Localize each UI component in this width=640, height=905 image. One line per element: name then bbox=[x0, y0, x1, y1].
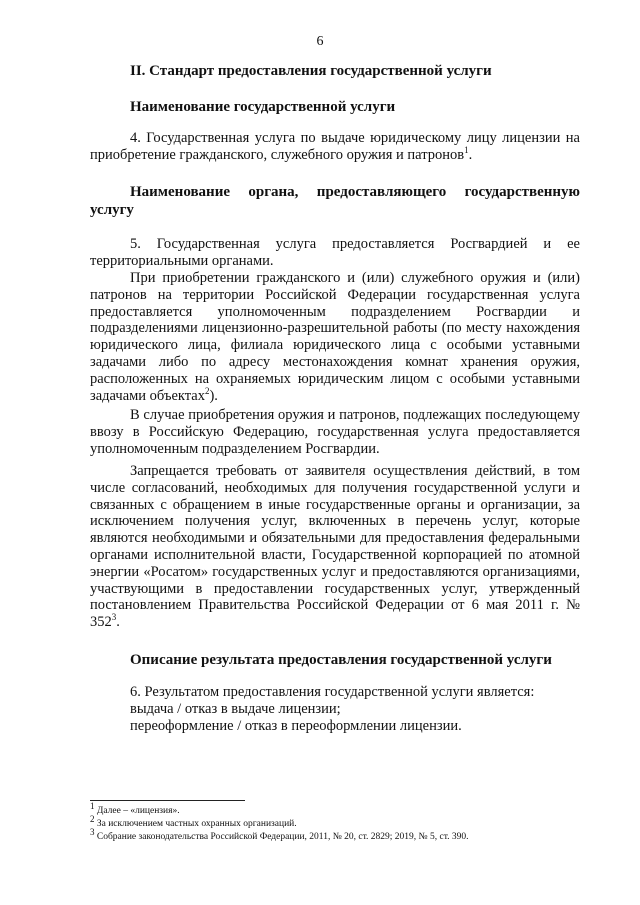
paragraph-5d: Запрещается требовать от заявителя осуществления действий, в том числе согласований, необходимых для получения государственной услуги и связанных с обращением в иные государственные органы и организации, за исключением получения услуг, включенных в перечень услуг, которые являются необходимыми и обязательными для предоставления федеральными органами исполнительной власти, Государственной корпорацией по атомной энергии «Росатом» государственных услуг и предоставляются организациями, участвующими в предоставлении государственных услуг, утвержденный постановлением Правительства Российской Федерации от 6 мая 2011 г. № $352^3$. bbox=[90, 463, 580, 631]
footnote-2: $^2$ За исключением частных охранных организаций. bbox=[90, 813, 297, 829]
paragraph-6-line: выдача / отказ в выдаче лицензии; bbox=[130, 700, 341, 717]
section-title: II. Стандарт предоставления государственной услуги bbox=[130, 63, 492, 79]
footnote-1: $^1$ Далее – «лицензия». bbox=[90, 800, 180, 816]
paragraph-5c: В случае приобретения оружия и патронов, подлежащих последующему ввозу в Российскую Федерацию, государственная услуга предоставляется уполномоченным подразделением Росгвардии. bbox=[90, 407, 580, 457]
footnote-divider bbox=[90, 800, 245, 801]
paragraph-6-line: 6. Результатом предоставления государственной услуги является: bbox=[130, 684, 535, 700]
heading-result: Описание результата предоставления государственной услуги bbox=[130, 652, 552, 668]
heading-service-name: Наименование государственной услуги bbox=[130, 99, 396, 115]
footnote-ref-2: 2 bbox=[204, 385, 210, 396]
footnote-ref-3: 3 bbox=[111, 612, 117, 623]
paragraph-6-line: переоформление / отказ в переоформлении лицензии. bbox=[130, 717, 462, 734]
heading-organ: Наименование органа, предоставляющего государственную услугу bbox=[90, 184, 580, 218]
paragraph-5b: При приобретении гражданского и (или) служебного оружия и (или) патронов на территории Российской Федерации государственная услуга предоставляется уполномоченным подразделением Росгвардии и подразделениями лицензионно-разрешительной работы (по месту нахождения юридического лица, филиала юридического лица с особыми уставными задачами либо по адресу местонахождения комнат хранения оружия, расположенных на охраняемых юридическим лицом с особыми уставными задачами объектах$^2$). bbox=[90, 270, 580, 404]
paragraph-4: 4. Государственная услуга по выдаче юридическому лицу лицензии на приобретение гражданского, служебного оружия и патронов$^1$. bbox=[90, 130, 580, 163]
page-number: 6 bbox=[316, 34, 324, 49]
footnote-ref-1: 1 bbox=[464, 144, 469, 155]
paragraph-6 bbox=[90, 684, 580, 734]
paragraph-5: 5. Государственная услуга предоставляется Росгвардией и ее территориальными органами. bbox=[90, 236, 580, 269]
footnote-3: $^3$ Собрание законодательства Российской Федерации, 2011, № 20, ст. 2829; 2019, № 5, ст. 390. bbox=[90, 826, 469, 842]
